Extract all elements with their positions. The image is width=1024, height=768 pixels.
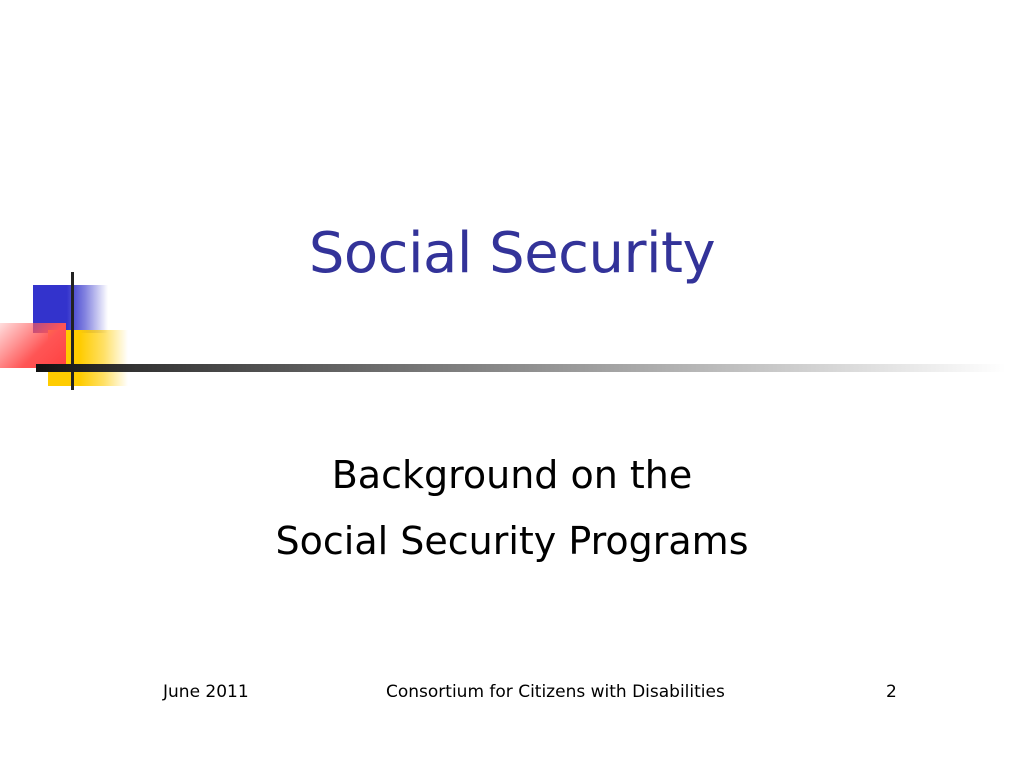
horizontal-rule bbox=[36, 364, 1006, 372]
footer-organization: Consortium for Citizens with Disabilities bbox=[386, 682, 725, 702]
subtitle-line-2: Social Security Programs bbox=[275, 519, 749, 563]
red-square-decoration bbox=[0, 323, 66, 368]
slide-subtitle bbox=[0, 442, 1024, 574]
slide-title: Social Security bbox=[308, 221, 716, 286]
footer-page-number: 2 bbox=[886, 682, 897, 702]
subtitle-line-1: Background on the bbox=[331, 453, 693, 497]
footer-date: June 2011 bbox=[163, 682, 249, 702]
